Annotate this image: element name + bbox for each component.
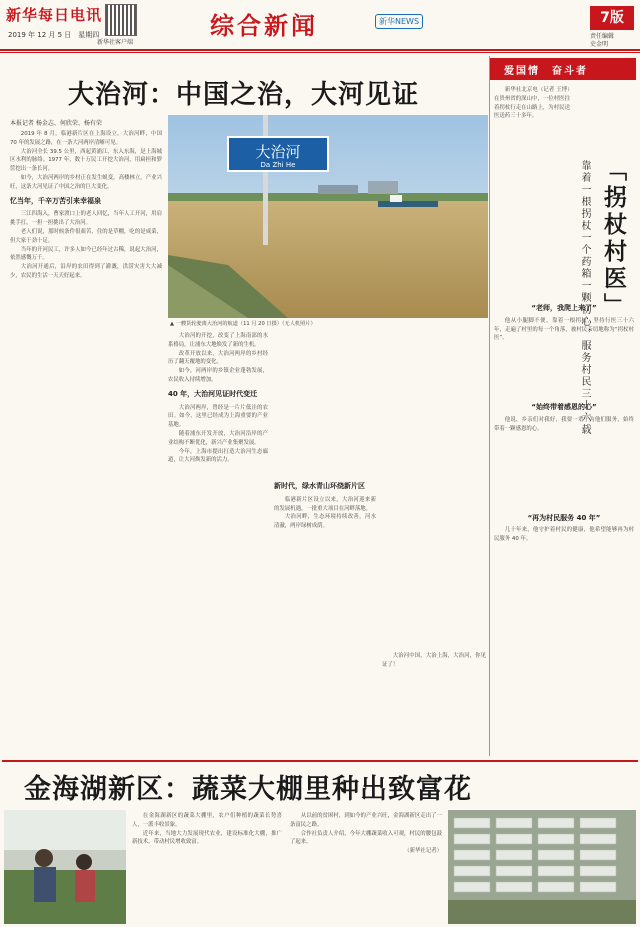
paragraph: 2019 年 8 月，临港新片区在上海设立，大治河畔，中国 70 年的发展之路，在一条大河两岸清晰可见。: [10, 131, 162, 146]
second-story-photo-left[interactable]: [4, 810, 126, 924]
qr-code-label: 新华社客户端: [97, 39, 134, 46]
paragraph: 随着浦东开发开放，大治河沿岸的产业结构不断优化，新兴产业集聚发展。: [168, 430, 268, 446]
newspaper-logo: 新华每日电讯: [6, 6, 103, 24]
subhead-2: 40 年，大治河见证时代变迁: [168, 389, 258, 398]
lead-headline[interactable]: 大治河：中国之治，大河见证: [68, 80, 420, 110]
paragraph: 几十年来，他守护着村民的健康，他希望能够再为村民服务 40 年。: [494, 527, 634, 543]
paragraph: 他从小腿脚不便，靠着一根拐杖，坚持行医三十六年，走遍了村里的每一个角落，被村民亲切地称为“拐杖村医”。: [494, 317, 634, 342]
side-subhead-3: “再为村民服务 40 年”: [527, 513, 601, 522]
section-title: 综合新闻: [210, 11, 318, 40]
side-subhead-2: “始终带着感恩的心”: [531, 403, 597, 412]
greenhouse-aerial-illustration: [448, 810, 636, 924]
second-story-headline[interactable]: 金海湖新区：蔬菜大棚里种出致富花: [24, 774, 472, 805]
greenhouse-farmer-illustration: [4, 810, 126, 924]
masthead-rule: [0, 49, 640, 51]
paragraph: 如今，大治河两岸的乡村正在发生蜕变，高楼林立，产业兴旺，这条大河见证了中国之治的巨大变化。: [10, 174, 162, 190]
side-vertical-title[interactable]: 「拐杖村医」: [600, 158, 627, 320]
paragraph: 大治河的开挖，改变了上海南部的水系格局，让浦东大地焕发了新的生机。: [168, 333, 268, 348]
qr-code-icon[interactable]: [105, 4, 137, 36]
paragraph: 大治河中国，大治上海，大治河，你见证了！: [382, 653, 486, 668]
paragraph: 改革开放以来，大治河两岸的乡村经历了翻天覆地的变化。: [168, 350, 268, 366]
lead-column-3: [274, 332, 376, 750]
second-story-column-2: [290, 812, 442, 922]
page-editor: [590, 33, 614, 49]
subhead-1: 忆当年，千辛万苦引来幸福泉: [10, 196, 101, 205]
second-story-photo-right[interactable]: [448, 810, 636, 924]
second-story-byline: （新华社记者）: [404, 848, 442, 855]
paragraph: 大治河开通后，沿岸的农田得到了灌溉，洪涝灾害大大减少，农民的生活一天天好起来。: [10, 264, 162, 279]
paragraph: 合作社负责人介绍，今年大棚蔬菜收入可观，村民的腰包鼓了起来。: [290, 830, 442, 846]
side-subhead-1: “老师，我爬上来了”: [531, 304, 597, 312]
paragraph: 大治河畔，生态环境持续改善，河水清澈，两岸绿树成荫。: [274, 514, 376, 530]
side-intro: [494, 86, 570, 296]
lead-column-4: [382, 332, 486, 750]
page-number: 7版: [590, 6, 634, 30]
paragraph: 临港新片区设立以来，大治河迎来新的发展机遇，一批重大项目在河畔落地。: [274, 496, 376, 512]
section-badge: 新华NEWS: [375, 14, 423, 29]
photo-caption: ▲ 一艘货轮驶离大治河的航道（11 月 20 日摄）（无人机照片）: [170, 321, 316, 327]
river-photo-illustration: [168, 115, 488, 318]
paragraph: 在金海湖新区的蔬菜大棚里，农户们种植的蔬菜长势喜人，一派丰收景象。: [132, 813, 282, 828]
paragraph: 如今，河两岸的乡镇企业蓬勃发展，农民收入持续增加。: [168, 368, 268, 383]
masthead-rule-thin: [0, 52, 640, 53]
subhead-3: 新时代，绿水青山环绕新片区: [274, 482, 365, 490]
paragraph: 近年来，当地大力发展现代农业，建设标准化大棚，推广新技术，带动村民增收致富。: [132, 830, 282, 846]
lead-photo[interactable]: [168, 115, 488, 318]
paragraph: 当年的开河民工，许多人如今已经年过古稀，说起大治河，依然感慨万千。: [10, 246, 162, 262]
paragraph: 大治河全长 39.5 公里，西起黄浦江，东入东海，是上海城区水利的脉络。1977 年，数十万民工开挖大治河，用扁担和箩筐挖出一条长河。: [10, 148, 162, 173]
second-story-column-1: [132, 812, 282, 922]
side-vertical-subtitle: 靠着一根拐杖一个药箱一颗初心，服务村民三十六载: [579, 160, 590, 436]
editor-name: 史金明: [590, 41, 609, 48]
side-banner: [490, 58, 636, 80]
paragraph: 新华社北京电（记者 王博）在贵州省的深山中，一位村医拄着拐杖行走在山路上，为村民送医送药三十多年。: [494, 87, 570, 120]
paragraph: 大治河两岸，曾经是一片片低洼的农田。如今，这里已经成为上海重要的产业基地。: [168, 404, 268, 429]
paragraph: 从以前的贫困村，到如今的产业兴旺，金海湖新区走出了一条富民之路。: [290, 813, 442, 828]
paragraph: 今年，上海市提出打造大治河生态廊道，让大河焕发新的活力。: [168, 448, 268, 464]
issue-date: 2019 年 12 月 5 日 星期四: [8, 31, 100, 39]
side-body: [494, 300, 634, 750]
photo-sign-pinyin: Da Zhi He: [260, 161, 296, 169]
paragraph: 老人们说，那时候条件很艰苦，住的是草棚，吃的是咸菜，但大家干劲十足。: [10, 228, 162, 244]
column-divider: [489, 56, 490, 756]
paragraph: 他说，乡亲们对我好，我要一辈子为他们服务，始终带着一颗感恩的心。: [494, 416, 634, 432]
paragraph: 三江四海入，曹家渡口上的老人回忆，当年人工开河，用肩挑手扛，一担一担挑出了大治河。: [10, 211, 162, 227]
lead-byline: 本报记者 杨金志、何欣荣、杨有荣: [10, 120, 102, 127]
editor-label: 责任编辑: [590, 33, 615, 40]
lead-column-1: [10, 130, 162, 750]
photo-sign-text: 大治河: [255, 143, 301, 161]
side-banner-text: 爱国情 奋斗者: [504, 66, 588, 77]
lead-column-2: [168, 332, 268, 750]
